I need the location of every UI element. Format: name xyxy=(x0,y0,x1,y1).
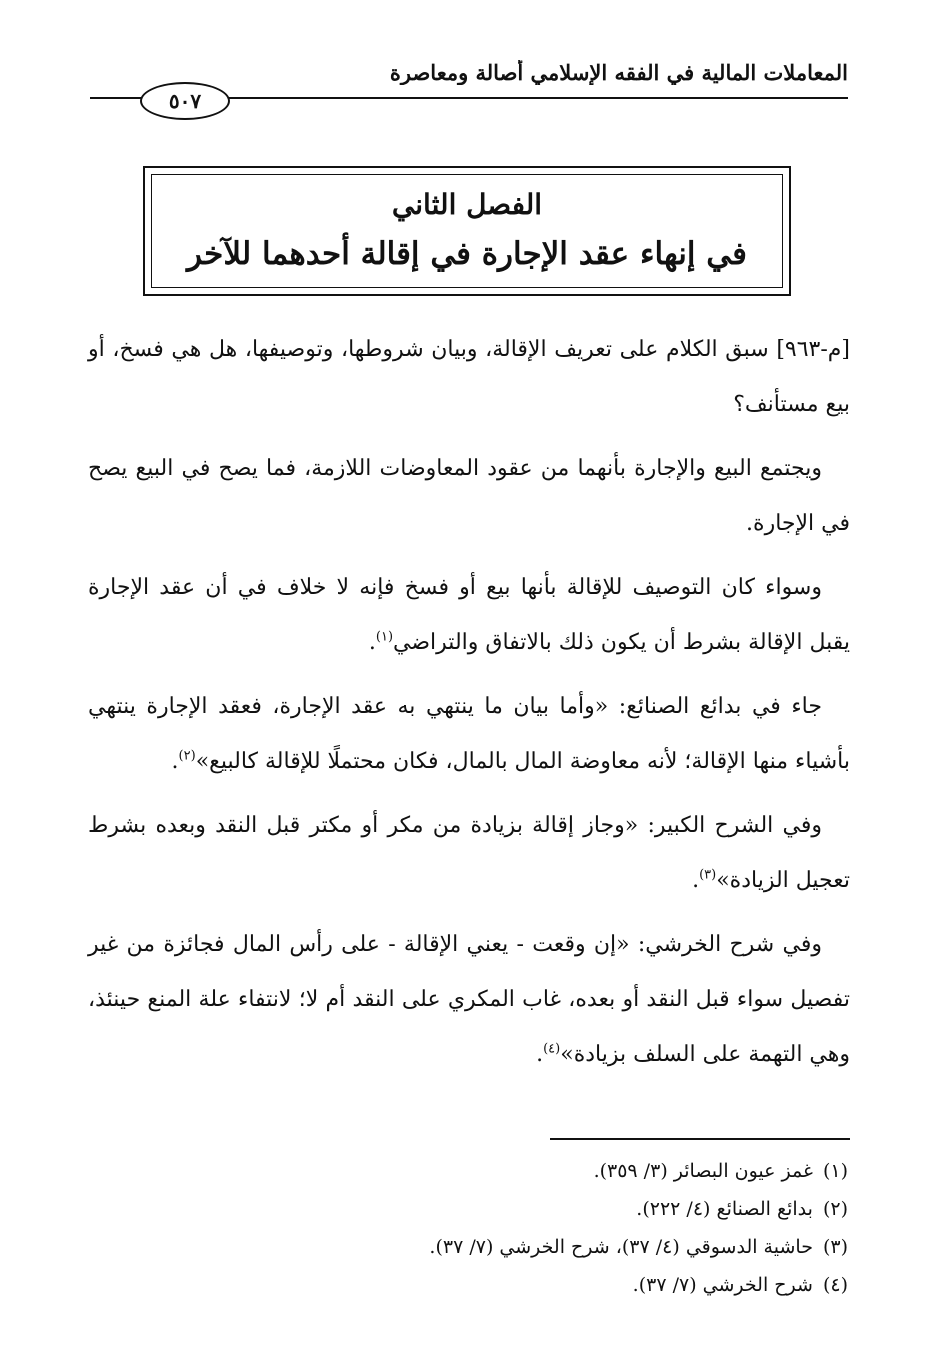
footnote-ref-3[interactable]: (٣) xyxy=(699,867,717,883)
footnote-4-number: (٤) xyxy=(822,1274,848,1296)
footnote-ref-1[interactable]: (١) xyxy=(375,629,394,645)
paragraph-1 xyxy=(88,322,850,432)
footnote-3-number: (٣) xyxy=(822,1236,848,1258)
chapter-title: الفصل الثاني xyxy=(391,188,543,221)
paragraph-1-text: [م-٩٦٣] سبق الكلام على تعريف الإقالة، وبيان شروطها، وتوصيفها، هل هي فسخ، أو بيع مستأنف؟ xyxy=(88,337,850,417)
paragraph-2 xyxy=(88,441,850,551)
paragraph-3-text: وسواء كان التوصيف للإقالة بأنها بيع أو فسخ فإنه لا خلاف في أن عقد الإجارة يقبل الإقالة بشرط أن يكون ذلك بالاتفاق والتراضي xyxy=(88,575,850,655)
chapter-title-box xyxy=(143,166,791,296)
chapter-subtitle: في إنهاء عقد الإجارة في إقالة أحدهما للآخر xyxy=(187,236,747,272)
paragraph-6-end: . xyxy=(536,1042,544,1067)
paragraph-5-text: وفي الشرح الكبير: «وجاز إقالة بزيادة من مكر أو مكتر قبل النقد وبعده بشرط تعجيل الزيادة» xyxy=(88,813,850,893)
footnote-1-number: (١) xyxy=(822,1160,848,1182)
running-header-title: المعاملات المالية في الفقه الإسلامي أصالة ومعاصرة xyxy=(389,60,848,85)
footnote-4 xyxy=(88,1266,848,1304)
footnotes xyxy=(88,1152,848,1304)
footnote-2-number: (٢) xyxy=(822,1198,848,1220)
paragraph-5-end: . xyxy=(692,868,700,893)
page-number: ٥٠٧ xyxy=(140,82,230,120)
paragraph-6 xyxy=(88,917,850,1082)
paragraph-4 xyxy=(88,679,850,789)
paragraph-2-text: ويجتمع البيع والإجارة بأنهما من عقود المعاوضات اللازمة، فما يصح في البيع يصح في الإجارة. xyxy=(88,456,850,536)
footnote-2-text: بدائع الصنائع (٤/ ٢٢٢). xyxy=(636,1198,813,1220)
footnote-2 xyxy=(88,1190,848,1228)
paragraph-4-text: جاء في بدائع الصنائع: «وأما بيان ما ينتهي به عقد الإجارة، فعقد الإجارة ينتهي بأشياء منها الإقالة؛ لأنه معاوضة المال بالمال، فكان محتملًا للإقالة كالبيع» xyxy=(88,694,850,774)
body-text xyxy=(88,322,850,1091)
footnote-ref-2[interactable]: (٢) xyxy=(178,748,196,764)
footnote-4-text: شرح الخرشي (٧/ ٣٧). xyxy=(632,1274,813,1296)
footnote-1 xyxy=(88,1152,848,1190)
paragraph-3-end: . xyxy=(368,630,376,655)
footnote-separator xyxy=(550,1138,850,1140)
footnote-3-text: حاشية الدسوقي (٤/ ٣٧)، شرح الخرشي (٧/ ٣٧). xyxy=(429,1236,813,1258)
footnote-3 xyxy=(88,1228,848,1266)
paragraph-4-end: . xyxy=(171,749,179,774)
paragraph-5 xyxy=(88,798,850,908)
footnote-ref-4[interactable]: (٤) xyxy=(543,1041,561,1057)
paragraph-6-text: وفي شرح الخرشي: «إن وقعت - يعني الإقالة - على رأس المال فجائزة من غير تفصيل سواء قبل النقد أو بعده، غاب المكري على النقد أم لا؛ لانتفاء علة المنع حينئذ، وهي التهمة على السلف بزيادة» xyxy=(88,932,850,1067)
footnote-1-text: غمز عيون البصائر (٣/ ٣٥٩). xyxy=(593,1160,813,1182)
paragraph-3 xyxy=(88,560,850,670)
